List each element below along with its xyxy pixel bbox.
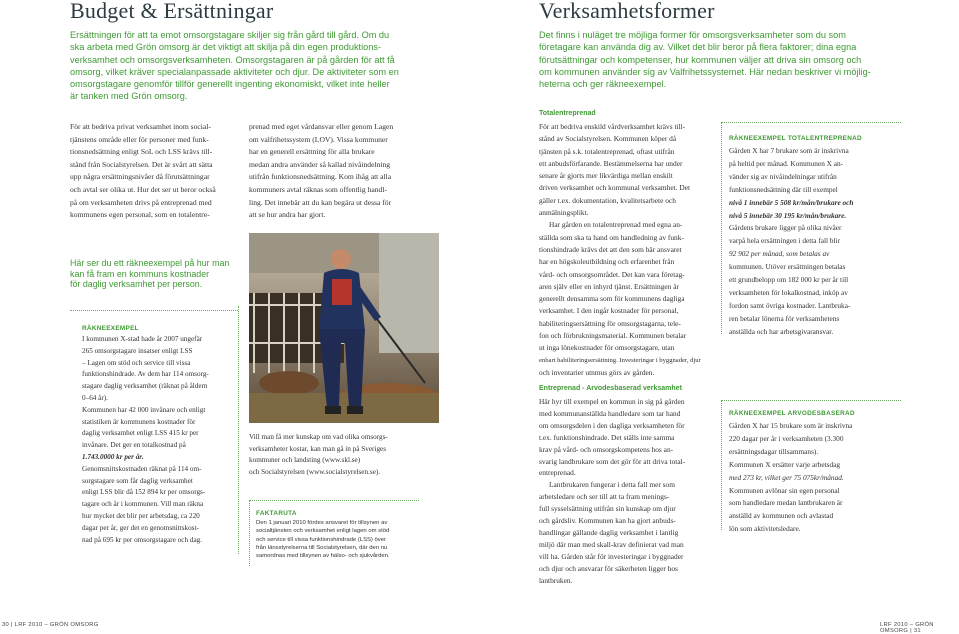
example-line: dagar per år, ger det en genomsnittskost- [82, 523, 199, 532]
side-line: ren betalar lönerna för verksamhetens [729, 313, 840, 323]
caption-line: och Socialstyrelsen (www.socialstyrelsen.se). [249, 467, 381, 476]
side-line: 92 902 per månad, som betalas av [729, 249, 830, 259]
left-page-footer: 30 | LRF 2010 – GRÖN OMSORG [2, 622, 99, 628]
example-line: invånare. Det ger en totalkostnad på [82, 441, 186, 450]
side-line: anställd av kommunen och avlastad [729, 511, 834, 521]
body-line: tionsnedsättning enligt SoL och LSS krävs till- [70, 147, 213, 157]
photo-caption [249, 432, 439, 478]
body-line: driven verksamhet och kommunal verksamhet. Det [539, 183, 691, 193]
caption-line: Vill man få mer kunskap om vad olika omsorgs- [249, 433, 388, 441]
fakta-box-top-rule [249, 500, 419, 501]
left-lead-paragraph [70, 29, 470, 103]
body-line: med kommunanställda handledare som tar hand [539, 408, 681, 418]
body-line: svarig landbrukare som det gör för att driva total- [539, 456, 686, 466]
body-line: kommuners avtal räknas som offentlig handl- [249, 184, 387, 194]
body-line: om omsorgsdelen i den dagliga verksamheten för [539, 420, 685, 430]
body-line: Här hyr till exempel en kommun in sig på gården [539, 397, 685, 406]
example-line: daglig verksamhet enligt LSS 415 kr per [82, 429, 199, 438]
body-line: tionshindrade krävs det att den som bär ansvaret [539, 244, 682, 254]
body-line: miljö där man med skall-krav definierat vad man [539, 539, 684, 549]
side-box-2-top-rule [721, 400, 901, 401]
arvodesbaserad-text [539, 396, 719, 587]
example-box-top-rule [70, 310, 238, 311]
body-line: på om verksamheten drivs på entreprenad med [70, 197, 212, 207]
lead-line: omsorgstagare genomför tillför generellt ingenting ekonomiskt, vilket inte heller [70, 79, 390, 90]
side-box-1-label: RÄKNEEXEMPEL TOTALENTREPRENAD [729, 135, 862, 142]
right-page-title: Verksamhetsformer [539, 0, 715, 23]
right-page-footer: LRF 2010 – GRÖN OMSORG | 31 [880, 622, 934, 634]
example-line: 0–64 år). [82, 393, 108, 402]
example-line: funktionshindrade. Av dem har 114 omsorg- [82, 370, 209, 379]
example-line: statistiken är kommunens kostnader för [82, 417, 196, 426]
farmer-illustration [249, 233, 439, 423]
side-line: som handledare medan lantbrukaren är [729, 498, 843, 508]
side-line: nivå 5 innebär 30 195 kr/mån/brukare. [729, 210, 847, 220]
body-line: verksamhet. I den ingår kostnader för personal, [539, 306, 679, 316]
body-line: och avtal ser olika ut. Hur det ser ut beror också [70, 184, 216, 194]
barn-photo [249, 233, 439, 423]
side-line: på heltid per månad. Kommunen X an- [729, 158, 844, 168]
caption-line: verksamheter kostar, kan man gå in på Sveriges [249, 444, 387, 453]
totalentreprenad-text [539, 121, 719, 379]
example-line: Genomsnittskostnaden räknat på 114 om- [82, 464, 202, 473]
example-line: enligt LSS blir då 152 894 kr per omsorgs- [82, 488, 206, 497]
side-line: nivå 1 innebär 5 508 kr/mån/brukare och [729, 197, 854, 207]
example-line: tagare och år i kommunen. Vill man räkna [82, 500, 204, 509]
body-line: fon och förbrukningsmaterial. Kommunen betalar [539, 331, 687, 341]
lead-line: verksamhet och omsorgsverksamheten. Omsorgstagaren är på gården för att få [70, 54, 395, 65]
side-line: Kommunen avlönar sin egen personal [729, 485, 840, 495]
body-line: enbart habiliteringsersättning. Investeringar i byggnader, djur [539, 356, 701, 364]
fakta-line: socialtjänsten och verksamhet enligt lagen om stöd [256, 528, 390, 535]
body-line: Lantbrukaren fungerar i detta fall mer som [549, 480, 675, 490]
body-line: prenad med eget vårdansvar eller genom Lagen [249, 122, 394, 131]
side-line: med 273 kr, vilket ger 75 075kr/månad. [729, 472, 844, 482]
body-line: har en generell ersättning för alla brukare [249, 147, 375, 157]
body-line: För att bedriva enskild vårdverksamhet krävs till- [539, 122, 686, 131]
lead-line: omsorg, vilket kräver specialanpassade aktiviteter och djur. De aktiviteter som en [70, 66, 399, 77]
body-line: ut inga lönekostnader för omsorgstagare, utan [539, 343, 675, 353]
left-page-title: Budget & Ersättningar [70, 0, 274, 23]
side-line: anställda och har arbetsgivaransvar. [729, 326, 834, 336]
body-line: vård- och omsorgsområdet. Det kan vara företag- [539, 269, 685, 279]
example-line: Kommunen har 42 000 invånare och enligt [82, 405, 206, 414]
body-line: Har gården en totalentreprenad med egna an- [549, 220, 683, 230]
side-line: Gården X har 15 brukare som är inskrivna [729, 421, 853, 430]
example-line: I kommunen X-stad hade år 2007 ungefär [82, 335, 203, 343]
fakta-line: från länsstyrelserna till Socialstyrelsen, där den nu [256, 544, 388, 551]
side-line: kommunen. Utöver ersättningen betalas [729, 262, 846, 272]
body-line: om valfrihetssystem (LOV). Vissa kommuner [249, 134, 388, 144]
example-line: nad på 695 kr per omsorgstagare och dag. [82, 535, 203, 544]
body-line: handlingar gällande daglig verksamhet i lantlig [539, 527, 679, 537]
caption-line: kommuner och landsting (www.skl.se) [249, 456, 361, 465]
lead-line: heterna och ger räkneexempel. [539, 79, 667, 90]
side-line: ersättningsdagar tillsammans). [729, 446, 819, 456]
body-line: upp några ersättningsnivåer då förutsättningar [70, 172, 210, 182]
example-line: stagare daglig verksamhet (räknat på åldern [82, 382, 208, 391]
fakta-text [256, 519, 426, 560]
fakta-line: och service till vissa funktionshindrade (LSS) över [256, 536, 386, 543]
body-line: generellt densamma som för kommunens dagliga [539, 294, 685, 304]
body-line: tjänsten på s.k. totalentreprenad, oftast utifrån [539, 146, 675, 156]
fakta-box-left-rule [249, 500, 250, 566]
pull-quote-line: Här ser du ett räkneexempel på hur man [70, 258, 230, 268]
side-line: funktionsnedsättning där till exempel [729, 184, 838, 194]
body-line: har en högskoleutbildning och erfarenhet från [539, 257, 675, 267]
body-line: stånd av Socialstyrelsen. Kommunen köper då [539, 134, 677, 144]
side-line: ett grundbelopp om 182 000 kr per år till [729, 275, 849, 285]
pull-quote-line: för daglig verksamhet per person. [70, 279, 203, 289]
example-box-right-rule [238, 306, 239, 554]
lead-line: ska arbeta med Grön omsorg är det viktigt att skilja på din egen produktions- [70, 42, 382, 53]
side-line: Gården X har 7 brukare som är inskrivna [729, 146, 849, 155]
body-line: vill ha. Gården står för investeringar i byggnader [539, 551, 684, 561]
lead-line: företagare kan använda dig av. Vilket det blir beror på flera faktorer; dina egna [539, 42, 857, 53]
body-line: habiliteringsersättning för omsorgstagarna, tele- [539, 318, 681, 328]
side-line: vänder sig av nivåindelningar utifrån [729, 171, 837, 181]
right-lead-paragraph [539, 29, 939, 90]
lead-line: är tanken med Grön omsorg. [70, 91, 188, 102]
pull-quote-line: kan få fram en kommuns kostnader [70, 268, 210, 279]
example-line: sorgstagare som får daglig verksamhet [82, 476, 193, 485]
pull-quote [70, 258, 245, 290]
side-box-1-top-rule [721, 122, 901, 123]
body-line: och djur och ansvarar för säkerheten ligger hos [539, 563, 678, 573]
body-line: ställda som ska ta hand om handledning av funk- [539, 232, 684, 242]
left-body-column-2 [249, 121, 429, 222]
body-line: ett anbudsförfarande. Bestämmelserna har under [539, 158, 683, 168]
example-line: 265 omsorgstagare insatser enligt LSS [82, 346, 193, 355]
body-line: och inventarier utnmus görs av gården. [539, 367, 655, 377]
subheading-arvodesbaserad: Entreprenad - Arvodesbaserad verksamhet [539, 385, 682, 392]
side-box-2-left-rule [721, 400, 722, 530]
body-line: För att bedriva privat verksamhet inom social- [70, 122, 211, 131]
side-line: verksamheten för lokalkostnad, inköp av [729, 287, 848, 297]
body-line: gäller t.ex. dokumentation, kvalitetsarbete och [539, 195, 676, 205]
body-line: och gårdsliv. Kommunen kan ha gjort anbuds- [539, 516, 676, 526]
body-line: lantbruken. [539, 575, 573, 585]
example-label: RÄKNEEXEMPEL [82, 325, 139, 332]
side-line: varpå hela ersättningen i detta fall blir [729, 236, 841, 246]
example-line: hur mycket det blir per arbetsdag, ca 220 [82, 511, 200, 520]
body-line: tjänstens område eller för personer med funk- [70, 134, 209, 144]
side-box-1-text [729, 145, 909, 339]
body-line: entreprenad. [539, 468, 576, 478]
example-line: 1.743.0000 kr per år. [82, 452, 144, 461]
body-line: anmälningsplikt. [539, 208, 589, 218]
side-line: Kommunen X ersätter varje arbetsdag [729, 459, 841, 469]
body-line: ling. Det innebär att du kan begära ut dessa för [249, 197, 392, 207]
example-text [82, 334, 237, 546]
body-line: att se hur andra har gjort. [249, 210, 326, 220]
fakta-label: FAKTARUTA [256, 510, 297, 517]
lead-line: Det finns i nuläget tre möjliga former för omsorgsverksamheter som du som [539, 30, 846, 40]
lead-line: Ersättningen för att ta emot omsorgstagare skiljer sig från gård till gård. Om du [70, 30, 390, 40]
body-line: t.ex. funktionshindrade. Det ställs inte samma [539, 432, 675, 442]
example-line: – Lagen om stöd och service till vissa [82, 358, 191, 367]
lead-line: förutsättningar och kompetenser, hur kommunen väljer att driva sin omsorg och [539, 54, 862, 65]
fakta-line: samordnas med tillsynen av hälso- och sjukvården. [256, 553, 390, 560]
side-line: lön som aktivitetsledare. [729, 524, 801, 534]
body-line: arbetsledare och ser till att ta fram menings- [539, 492, 670, 502]
left-body-column-1 [70, 121, 240, 222]
side-line: fordon samt övriga kostnader. Lantbruka- [729, 300, 851, 310]
lead-line: om kommunen använder sig av Valfrihetssystemet. Här nedan beskriver vi möjlig- [539, 66, 871, 77]
subheading-totalentreprenad: Totalentreprenad [539, 110, 596, 117]
body-line: senare år gjorts mer likvärdiga mellan enskilt [539, 171, 673, 181]
side-line: Gårdens brukare ligger på olika nivåer [729, 223, 842, 233]
body-line: full sysselsättning utifrån sin kunskap om djur [539, 504, 676, 514]
side-line: 220 dagar per år i verksamheten (3.300 [729, 433, 844, 443]
side-box-2-label: RÄKNEEXEMPEL ARVODESBASERAD [729, 410, 855, 417]
body-line: aren själv eller en inhyrd tjänst. Ersättningen är [539, 281, 679, 291]
side-box-1-left-rule [721, 122, 722, 334]
body-line: krav på vård- och omsorgskompetens hos an- [539, 444, 674, 454]
side-box-2-text [729, 420, 909, 536]
body-line: stånd från Socialstyrelsen. Det är svårt att sätta [70, 159, 213, 169]
body-line: kommunens egen personal, som en totalentre- [70, 210, 210, 220]
fakta-line: Den 1 januari 2010 fördes ansvaret för tillsynen av [256, 520, 388, 526]
body-line: utifrån funktionsnedsättning. Kom ihåg att alla [249, 172, 392, 182]
body-line: medan andra använder så kallad nivåindelning [249, 159, 391, 169]
